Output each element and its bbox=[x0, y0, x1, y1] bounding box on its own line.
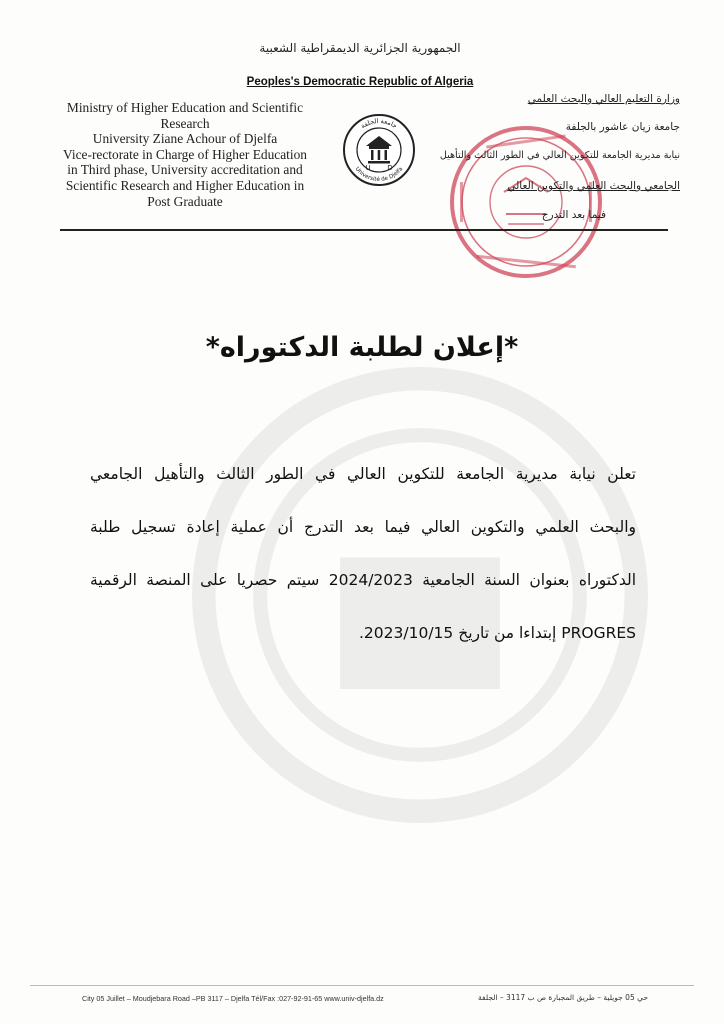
header-line: Post Graduate bbox=[147, 193, 223, 209]
header-line: جامعة زيان عاشور بالجلفة bbox=[565, 121, 680, 133]
header-line: Research bbox=[160, 115, 210, 131]
logo-top-text: جامعة الجلفة bbox=[359, 116, 399, 131]
logo-bottom-text: Université de Djelfa bbox=[353, 166, 405, 184]
body-line: الدكتوراه بعنوان السنة الجامعية 2024/2023 سيتم حصريا على المنصة الرقمية bbox=[90, 571, 637, 589]
official-red-stamp-icon bbox=[446, 122, 606, 282]
footer-divider bbox=[30, 985, 694, 986]
republic-name-arabic: الجمهورية الجزائرية الديمقراطية الشعبية bbox=[259, 41, 461, 55]
header-line: Scientific Research and Higher Education in bbox=[65, 177, 305, 193]
header-divider bbox=[60, 229, 668, 231]
body-line: PROGRES إبتداءا من تاريخ 2023/10/15. bbox=[358, 624, 636, 642]
university-seal-icon bbox=[342, 112, 416, 188]
body-line: والبحث العلمي والتكوين العالي فيما بعد التدرج أن عملية إعادة تسجيل طلبة bbox=[90, 518, 636, 536]
header-line: in Third phase, University accreditation and bbox=[67, 162, 303, 178]
header-line: فيما بعد التدرج bbox=[541, 209, 606, 221]
header-line: Ministry of Higher Education and Scientific bbox=[66, 100, 304, 115]
header-line: الجامعي والبحث العلمي والتكوين العالي bbox=[507, 180, 680, 192]
logo-letter-d: D bbox=[387, 164, 393, 172]
logo-letter-u: U bbox=[365, 164, 371, 172]
header-line: نيابة مديرية الجامعة للتكوين العالي في الطور الثالث والتأهيل bbox=[439, 150, 680, 161]
header-line: University Ziane Achour of Djelfa bbox=[92, 131, 278, 147]
ministry-header-english bbox=[46, 100, 324, 209]
header-line: وزارة التعليم العالي والبحث العلمي bbox=[527, 93, 680, 105]
header-line: Vice-rectorate in Charge of Higher Education bbox=[63, 146, 307, 162]
body-line: تعلن نيابة مديرية الجامعة للتكوين العالي في الطور الثالث والتأهيل الجامعي bbox=[90, 465, 636, 483]
republic-name-english: Peoples's Democratic Republic of Algeria bbox=[246, 76, 474, 88]
announcement-title: *إعلان لطلبة الدكتوراه* bbox=[205, 332, 519, 363]
footer-address-french: City 05 Juillet – Moudjebara Road –PB 3117 – Djelfa Tél/Fax :027-92-91-65 www.univ-djelfa.dz bbox=[82, 994, 384, 1003]
announcement-body bbox=[90, 448, 636, 660]
footer-address-arabic: حي 05 جويلية – طريق المجبارة ص ب 3117 – الجلفة bbox=[478, 993, 648, 1002]
